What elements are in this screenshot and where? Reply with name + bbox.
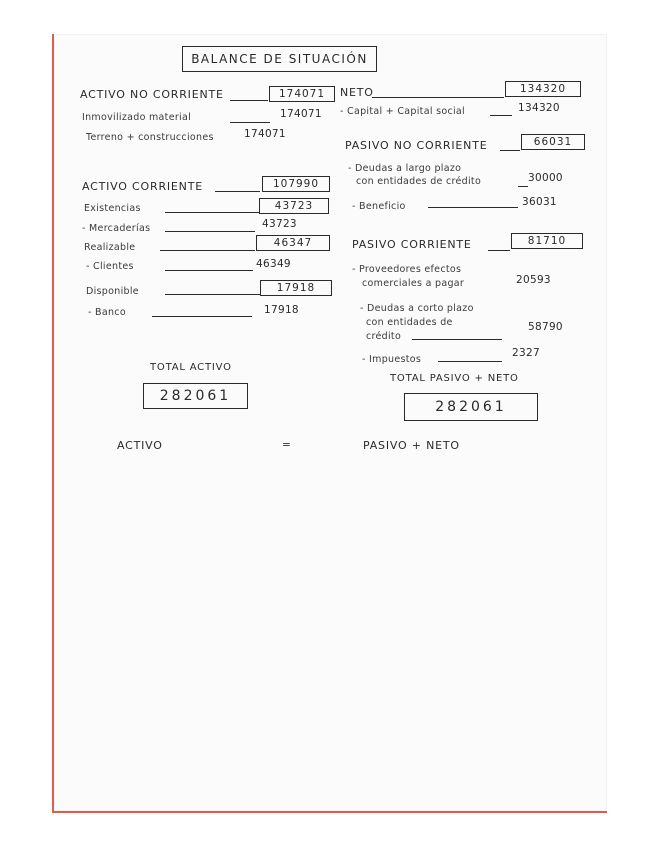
realizable-label: Realizable <box>84 242 136 253</box>
existencias-value: 43723 <box>259 198 329 214</box>
capital-label: - Capital + Capital social <box>340 106 465 117</box>
divider-line <box>230 100 268 101</box>
divider-line <box>230 122 270 123</box>
deudas-cp-value: 58790 <box>528 321 563 333</box>
equation-equals: = <box>282 439 292 451</box>
impuestos-label: - Impuestos <box>362 354 422 365</box>
pasivo-no-corriente-label: PASIVO NO CORRIENTE <box>345 139 488 152</box>
activo-no-corriente-total: 174071 <box>269 86 335 102</box>
pasivo-corriente-label: PASIVO CORRIENTE <box>352 238 472 251</box>
banco-value: 17918 <box>264 304 299 316</box>
disponible-label: Disponible <box>86 286 139 297</box>
divider-line <box>518 186 528 187</box>
inmovilizado-label: Inmovilizado material <box>82 112 192 123</box>
total-pasivo-neto-label: TOTAL PASIVO + NETO <box>390 373 519 384</box>
activo-corriente-total: 107990 <box>262 176 330 192</box>
total-activo-label: TOTAL ACTIVO <box>150 362 232 373</box>
deudas-lp-line1: - Deudas a largo plazo <box>348 163 462 174</box>
existencias-label: Existencias <box>84 203 141 214</box>
total-activo-value: 282061 <box>143 383 248 409</box>
divider-line <box>500 150 520 151</box>
inmovilizado-value: 174071 <box>280 108 322 120</box>
divider-line <box>372 97 504 98</box>
divider-line <box>152 316 252 317</box>
proveedores-line2: comerciales a pagar <box>362 278 465 289</box>
equation-activo: ACTIVO <box>117 439 163 452</box>
equation-pasivo-neto: PASIVO + NETO <box>363 439 460 452</box>
divider-line <box>490 115 512 116</box>
beneficio-value: 36031 <box>522 196 557 208</box>
proveedores-line1: - Proveedores efectos <box>352 264 462 275</box>
deudas-cp-line2: con entidades de <box>366 317 453 328</box>
beneficio-label: - Beneficio <box>352 201 406 212</box>
divider-line <box>412 339 502 340</box>
page-title: BALANCE DE SITUACIÓN <box>182 46 377 72</box>
terreno-label: Terreno + construcciones <box>86 132 214 143</box>
realizable-value: 46347 <box>256 235 330 251</box>
divider-line <box>165 212 260 213</box>
activo-corriente-label: ACTIVO CORRIENTE <box>82 180 203 193</box>
divider-line <box>165 270 253 271</box>
deudas-cp-line1: - Deudas a corto plazo <box>360 303 474 314</box>
divider-line <box>160 250 255 251</box>
divider-line <box>165 294 260 295</box>
deudas-lp-line2: con entidades de crédito <box>356 176 482 187</box>
mercaderias-label: - Mercaderías <box>82 223 151 234</box>
divider-line <box>215 191 260 192</box>
terreno-value: 174071 <box>244 128 286 140</box>
neto-label: NETO <box>340 86 374 99</box>
impuestos-value: 2327 <box>512 347 540 359</box>
proveedores-value: 20593 <box>516 274 551 286</box>
divider-line <box>438 361 502 362</box>
banco-label: - Banco <box>88 307 126 318</box>
capital-value: 134320 <box>518 102 560 114</box>
pasivo-corriente-total: 81710 <box>511 233 583 249</box>
clientes-label: - Clientes <box>86 261 134 272</box>
clientes-value: 46349 <box>256 258 291 270</box>
paper-sheet <box>52 34 607 813</box>
neto-total: 134320 <box>505 81 581 97</box>
divider-line <box>165 231 255 232</box>
deudas-cp-line3: crédito <box>366 331 402 342</box>
divider-line <box>428 207 518 208</box>
activo-no-corriente-label: ACTIVO NO CORRIENTE <box>80 88 224 101</box>
deudas-lp-value: 30000 <box>528 172 563 184</box>
divider-line <box>488 250 510 251</box>
pasivo-no-corriente-total: 66031 <box>521 134 585 150</box>
disponible-value: 17918 <box>260 280 332 296</box>
total-pasivo-neto-value: 282061 <box>404 393 538 421</box>
mercaderias-value: 43723 <box>262 218 297 230</box>
